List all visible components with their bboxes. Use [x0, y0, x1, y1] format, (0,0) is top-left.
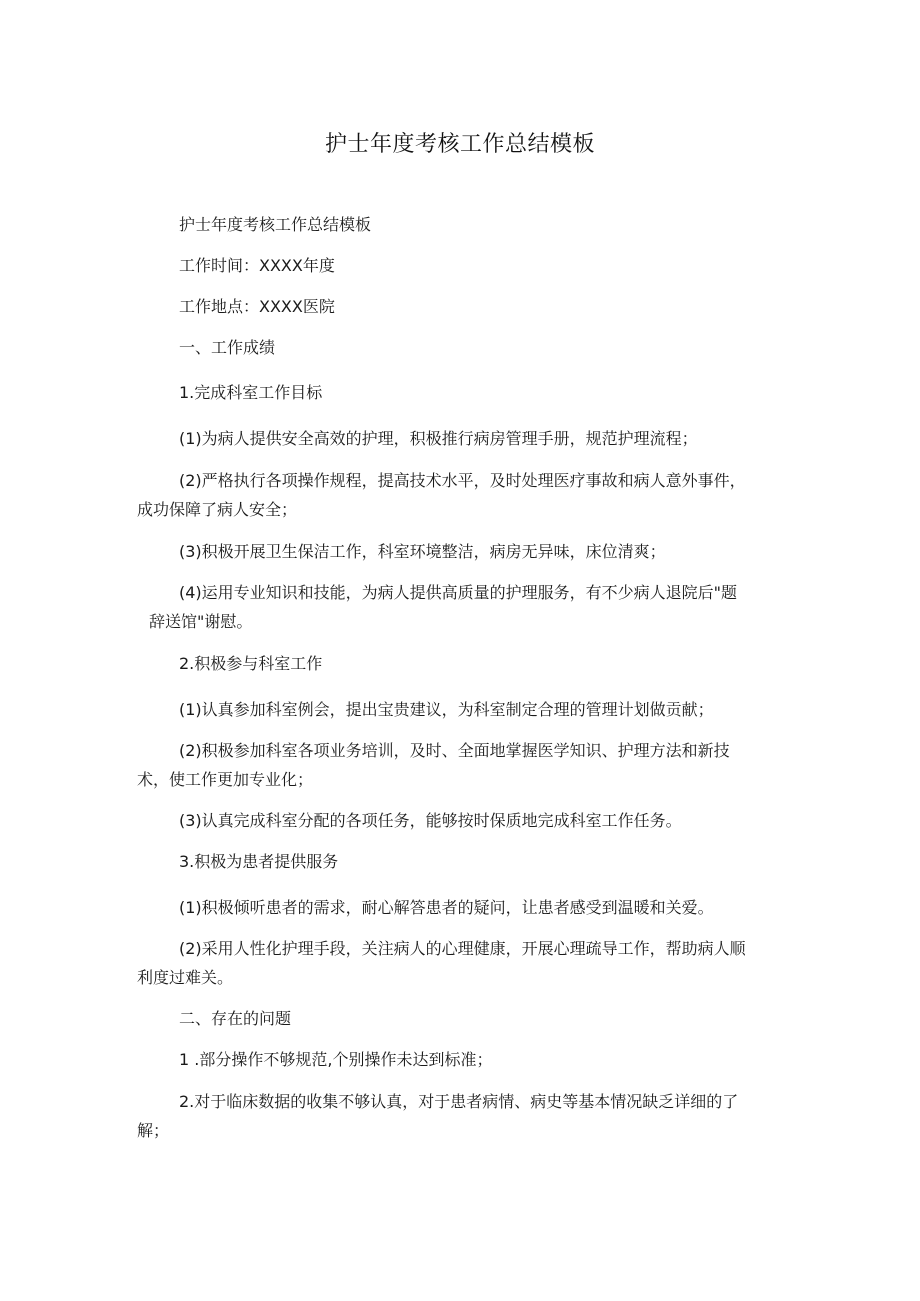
item-1-4-line2-text: 辞送馆"谢慰。 [149, 612, 253, 631]
problem-1: 1 .部分操作不够规范,个别操作未达到标准； [179, 1050, 493, 1069]
item-3-2-line1: (2)采用人性化护理手段，关注病人的心理健康，开展心理疏导工作，帮助病人顺 [179, 939, 746, 958]
item-2-3: (3)认真完成科室分配的各项任务，能够按时保质地完成科室工作任务。 [179, 811, 682, 830]
item-1-1: (1)为病人提供安全高效的护理，积极推行病房管理手册，规范护理流程； [179, 429, 698, 448]
item-1-3: (3)积极开展卫生保洁工作，科室环境整洁，病房无异味，床位清爽； [179, 542, 666, 561]
work-time-line: 工作时间：XXXX年度 [179, 256, 335, 275]
item-1-4-line2 [137, 607, 797, 637]
subheading-participation: 2.积极参与科室工作 [179, 654, 323, 673]
problem-2-line1: 2.对于临床数据的收集不够认真，对于患者病情、病史等基本情况缺乏详细的了 [179, 1092, 739, 1111]
section-heading-problems: 二、存在的问题 [179, 1009, 292, 1028]
item-3-2-line2: 利度过难关。 [137, 968, 234, 987]
item-1-2-line2: 成功保障了病人安全； [137, 500, 298, 519]
subtitle-line: 护士年度考核工作总结模板 [179, 215, 372, 234]
item-1-2-line1: (2)严格执行各项操作规程，提高技术水平，及时处理医疗事故和病人意外事件， [179, 471, 746, 490]
item-2-1: (1)认真参加科室例会，提出宝贵建议，为科室制定合理的管理计划做贡献； [179, 700, 714, 719]
item-2-2-line2: 术，使工作更加专业化； [137, 770, 314, 789]
document-title: 护士年度考核工作总结模板 [324, 132, 595, 157]
subheading-department-goals: 1.完成科室工作目标 [179, 383, 323, 402]
item-2-2-line1: (2)积极参加科室各项业务培训，及时、全面地掌握医学知识、护理方法和新技 [179, 741, 730, 760]
work-place-line: 工作地点：XXXX医院 [179, 297, 335, 316]
item-1-4-line1: (4)运用专业知识和技能，为病人提供高质量的护理服务，有不少病人退院后"题 [179, 583, 738, 602]
item-3-1: (1)积极倾听患者的需求，耐心解答患者的疑问，让患者感受到温暖和关爱。 [179, 898, 714, 917]
problem-2-line2: 解； [137, 1121, 170, 1140]
subheading-patient-service: 3.积极为患者提供服务 [179, 852, 339, 871]
section-heading-achievements: 一、工作成绩 [179, 338, 276, 357]
